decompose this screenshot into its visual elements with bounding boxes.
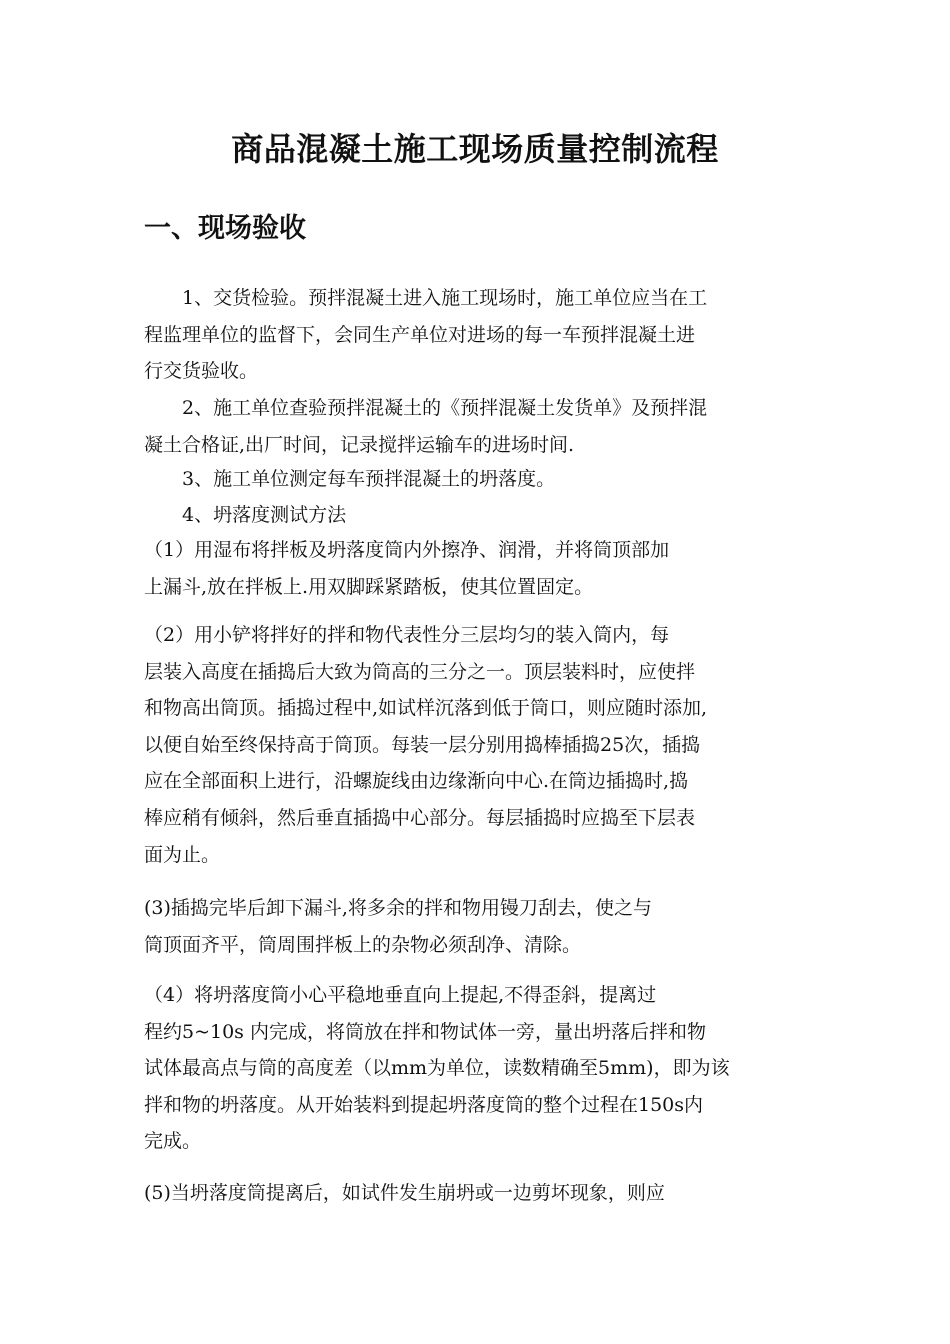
text-line: 和物高出筒顶。插捣过程中,如试样沉落到低于筒口，则应随时添加, (144, 697, 708, 720)
text-line: 以便自始至终保持高于筒顶。每装一层分别用捣棒插捣25次，插捣 (144, 733, 701, 756)
text-line: 筒顶面齐平，筒周围拌板上的杂物必须刮净、清除。 (144, 933, 582, 956)
paragraph-step-2 (144, 617, 816, 873)
text-line: 行交货验收。 (144, 360, 259, 383)
paragraph-delivery-inspection (144, 280, 816, 390)
text-line: 2、施工单位查验预拌混凝土的《预拌混凝土发货单》及预拌混 (144, 397, 708, 419)
text-line: 试体最高点与筒的高度差（以mm为单位，读数精确至5mm)，即为该 (144, 1057, 730, 1080)
text-line: 4、坍落度测试方法 (144, 504, 347, 526)
document-title: 商品混凝土施工现场质量控制流程 (231, 130, 719, 168)
text-line: 程约5~10s 内完成，将筒放在拌和物试体一旁，量出坍落后拌和物 (144, 1020, 706, 1043)
text-line: （4）将坍落度筒小心平稳地垂直向上提起,不得歪斜，提离过 (144, 984, 657, 1006)
text-line: 层装入高度在插捣后大致为筒高的三分之一。顶层装料时，应使拌 (144, 660, 696, 683)
text-line: 凝土合格证,出厂时间，记录搅拌运输车的进场时间. (144, 433, 575, 456)
text-line: 面为止。 (144, 843, 221, 866)
text-line: 棒应稍有倾斜，然后垂直插捣中心部分。每层插捣时应捣至下层表 (144, 806, 696, 829)
text-line: (3)插捣完毕后卸下漏斗,将多余的拌和物用镘刀刮去，使之与 (144, 897, 652, 919)
text-line: 3、施工单位测定每车预拌混凝土的坍落度。 (144, 468, 556, 490)
text-line: 1、交货检验。预拌混凝土进入施工现场时，施工单位应当在工 (144, 287, 708, 309)
paragraph-slump-test-method (144, 497, 816, 534)
text-line: 应在全部面积上进行，沿螺旋线由边缘渐向中心.在筒边插捣时,捣 (144, 770, 689, 793)
section-heading: 一、现场验收 (144, 213, 306, 244)
text-line: 拌和物的坍落度。从开始装料到提起坍落度筒的整个过程在150s内 (144, 1093, 704, 1116)
paragraph-slump-measurement (144, 461, 816, 498)
paragraph-step-1 (144, 532, 816, 605)
paragraph-check-delivery-note (144, 390, 816, 463)
paragraph-step-3 (144, 890, 816, 963)
paragraph-step-5 (144, 1175, 816, 1212)
text-line: 完成。 (144, 1130, 202, 1153)
text-line: 上漏斗,放在拌板上.用双脚踩紧踏板，使其位置固定。 (144, 575, 594, 598)
text-line: 程监理单位的监督下，会同生产单位对进场的每一车预拌混凝土进 (144, 323, 696, 346)
text-line: （1）用湿布将拌板及坍落度筒内外擦净、润滑，并将筒顶部加 (144, 539, 670, 561)
text-line: （2）用小铲将拌好的拌和物代表性分三层均匀的装入筒内，每 (144, 624, 670, 646)
text-line: (5)当坍落度筒提离后，如试件发生崩坍或一边剪坏现象，则应 (144, 1182, 665, 1204)
paragraph-step-4 (144, 977, 816, 1160)
